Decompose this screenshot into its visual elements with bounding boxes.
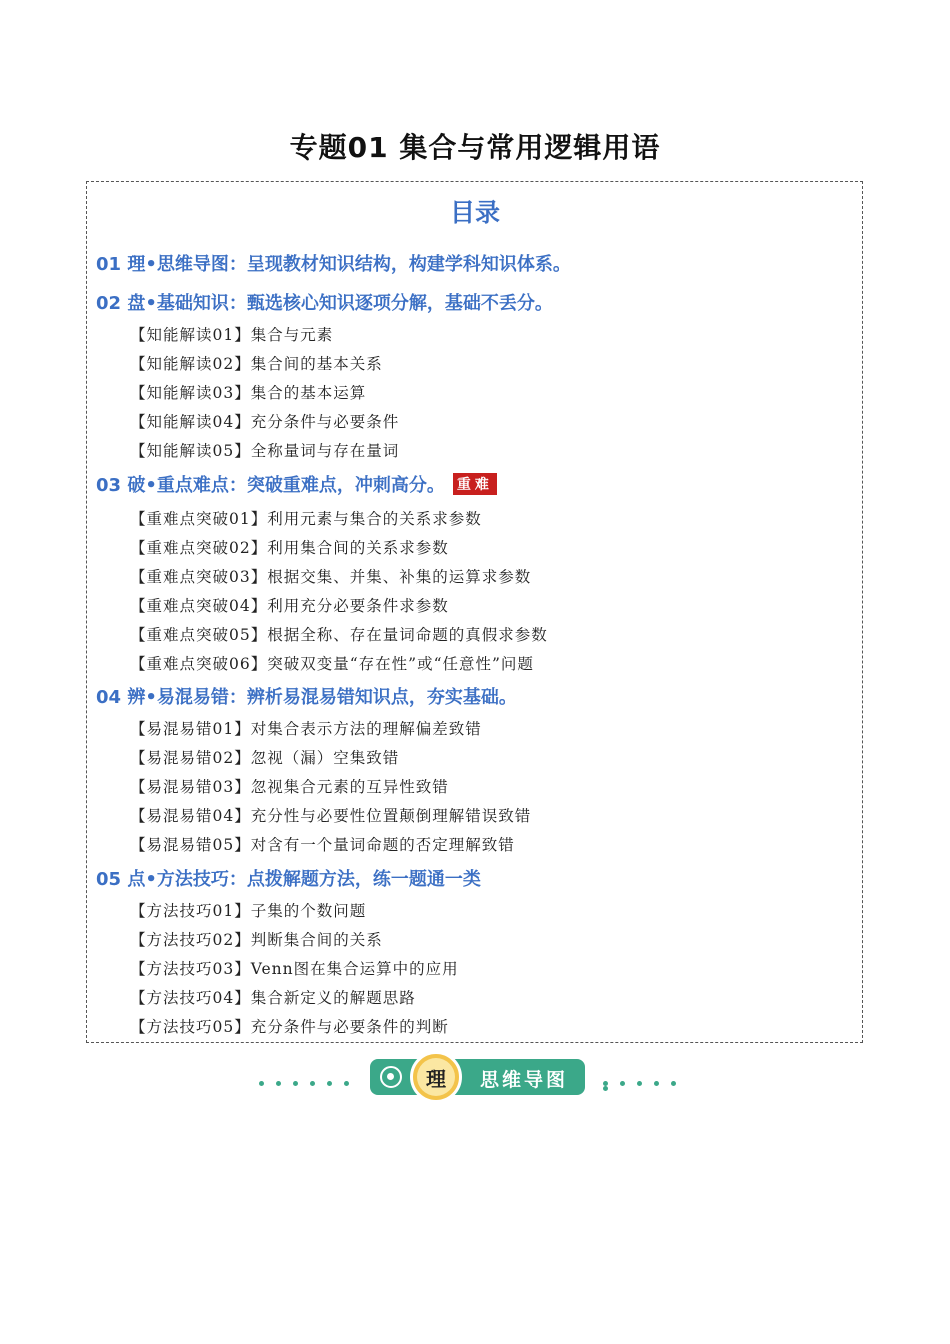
toc-section-03[interactable] (96, 471, 497, 497)
toc-item[interactable]: 【重难点突破02】利用集合间的关系求参数 (130, 539, 449, 557)
toc-item[interactable]: 【易混易错05】对含有一个量词命题的否定理解致错 (130, 836, 515, 854)
banner-label: 思维导图 (480, 1069, 569, 1091)
toc-item[interactable]: 【重难点突破06】突破双变量“存在性”或“任意性”问题 (130, 655, 534, 673)
toc-item[interactable]: 【知能解读03】集合的基本运算 (130, 384, 367, 402)
toc-item[interactable]: 【知能解读02】集合间的基本关系 (130, 355, 383, 373)
toc-item[interactable]: 【易混易错01】对集合表示方法的理解偏差致错 (130, 720, 482, 738)
seal-badge (410, 1051, 462, 1103)
toc-item[interactable]: 【方法技巧02】判断集合间的关系 (130, 931, 383, 949)
toc-item[interactable]: 【易混易错03】忽视集合元素的互异性致错 (130, 778, 449, 796)
toc-item[interactable]: 【方法技巧01】子集的个数问题 (130, 902, 367, 920)
toc-item[interactable]: 【重难点突破05】根据全称、存在量词命题的真假求参数 (130, 626, 548, 644)
toc-item[interactable]: 【易混易错04】充分性与必要性位置颠倒理解错误致错 (130, 807, 532, 825)
toc-item[interactable]: 【重难点突破04】利用充分必要条件求参数 (130, 597, 449, 615)
toc-item[interactable]: 【方法技巧03】Venn图在集合运算中的应用 (130, 960, 459, 978)
seal-char: 理 (417, 1058, 455, 1096)
decorative-dots-right (603, 1081, 700, 1091)
document-title: 专题01 集合与常用逻辑用语 (289, 131, 661, 164)
toc-item[interactable]: 【重难点突破03】根据交集、并集、补集的运算求参数 (130, 568, 532, 586)
target-icon (380, 1066, 402, 1088)
decorative-dots-left (259, 1081, 361, 1086)
key-difficulty-badge: 重难 (453, 473, 497, 495)
toc-item[interactable]: 【知能解读01】集合与元素 (130, 326, 334, 344)
toc-section-title: 03 破•重点难点：突破重难点，冲刺高分。 (96, 475, 445, 496)
toc-section-02[interactable]: 02 盘•基础知识：甄选核心知识逐项分解，基础不丢分。 (96, 293, 553, 314)
toc-item[interactable]: 【重难点突破01】利用元素与集合的关系求参数 (130, 510, 482, 528)
toc-section-04[interactable]: 04 辨•易混易错：辨析易混易错知识点，夯实基础。 (96, 687, 517, 708)
toc-heading: 目录 (449, 198, 500, 227)
toc-section-01[interactable]: 01 理•思维导图：呈现教材知识结构，构建学科知识体系。 (96, 254, 571, 275)
toc-item[interactable]: 【知能解读05】全称量词与存在量词 (130, 442, 400, 460)
toc-item[interactable]: 【方法技巧05】充分条件与必要条件的判断 (130, 1018, 449, 1036)
toc-item[interactable]: 【方法技巧04】集合新定义的解题思路 (130, 989, 416, 1007)
toc-item[interactable]: 【知能解读04】充分条件与必要条件 (130, 413, 400, 431)
mind-map-banner (255, 1055, 700, 1115)
toc-item[interactable]: 【易混易错02】忽视（漏）空集致错 (130, 749, 400, 767)
toc-section-05[interactable]: 05 点•方法技巧：点拨解题方法，练一题通一类 (96, 869, 481, 890)
